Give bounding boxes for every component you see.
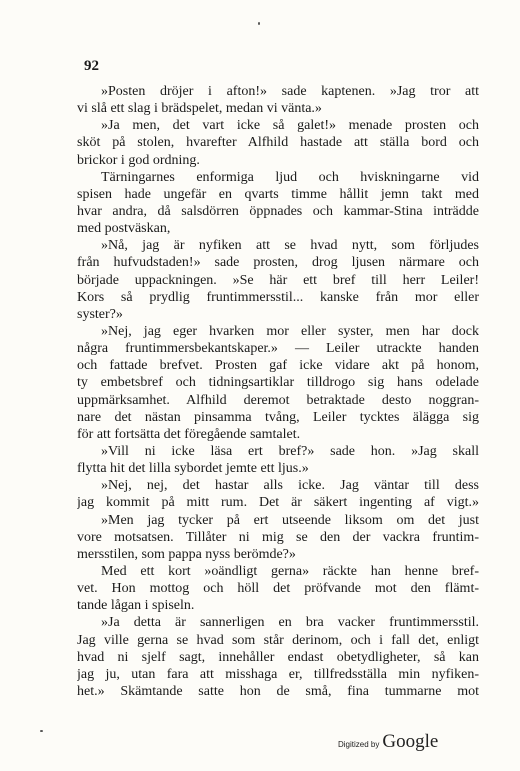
scan-speck: [40, 730, 43, 732]
text-line: »Nej, jag eger hvarken mor eller syster, men har dock: [101, 323, 479, 339]
text-line: uppmärksamhet. Alfhild deremot betraktade desto noggran-: [77, 392, 479, 408]
text-line: Jag ville gerna se hvad som står derinom, och i fall det, enligt: [77, 632, 479, 648]
text-line: Kors så prydlig fruntimmersstil... kanske från mor eller: [77, 289, 479, 305]
body-text: [77, 83, 479, 700]
text-line: hvar andra, då salsdörren öppnades och kammar-Stina inträdde: [77, 203, 479, 219]
text-line: jag kommit på mitt rum. Det är säkert ingenting af vigt.»: [77, 495, 479, 511]
text-line: het.» Skämtande satte hon de små, fina tummarne mot: [77, 683, 479, 699]
text-line: nare det nästan pinsamma tvång, Leiler tycktes älägga sig: [77, 409, 479, 425]
text-line: Med ett kort »oändligt gerna» räckte han henne bref-: [101, 563, 479, 579]
page-number: 92: [84, 58, 99, 74]
text-line: med postväskan,: [77, 221, 171, 237]
text-line: »Posten dröjer i afton!» sade kaptenen. »Jag tror att: [101, 84, 479, 99]
text-line: »Ja detta är sannerligen en bra vacker fruntimmersstil.: [101, 615, 479, 631]
text-line: »Vill ni icke läsa ert bref?» sade hon. »Jag skall: [101, 443, 479, 459]
text-line: flytta hit det lilla sybordet jemte ett ljus.»: [77, 461, 309, 477]
text-line: vi slå ett slag i brädspelet, medan vi vänta.»: [77, 101, 322, 117]
text-line: sköt på stolen, hvarefter Alfhild hastade att ställa bord och: [77, 135, 479, 151]
text-line: »Men jag tycker på ert utseende liksom om det just: [101, 512, 479, 528]
text-line: och fattade brefvet. Prosten gaf icke vidare akt på honom,: [77, 358, 479, 374]
text-line: ty embetsbref och tidningsartiklar tilldrogo sig hans odelade: [77, 375, 479, 391]
digitized-by-label: Digitized by: [338, 740, 380, 749]
text-line: »Ja men, det vart icke så galet!» menade prosten och: [101, 118, 479, 134]
text-line: några fruntimmersbekantskaper.» — Leiler utrackte handen: [77, 341, 479, 357]
text-line: vet. Hon mottog och höll det pröfvande mot den flämt-: [77, 581, 479, 597]
text-line: för att fortsätta det föregående samtalet.: [77, 426, 301, 442]
text-line: Tärningarnes enformiga ljud och hviskningarne vid: [101, 169, 479, 185]
text-line: jag ju, utan fara att misshaga er, tillfredsställa min nyfiken-: [77, 666, 479, 682]
scan-speck: [258, 22, 260, 25]
text-line: hvad ni sjelf sagt, innehåller endast obetydligheter, så kan: [77, 649, 479, 665]
text-line: »Nå, jag är nyfiken att se hvad nytt, som förljudes: [101, 238, 479, 254]
text-line: mersstilen, som pappa nyss berömde?»: [77, 546, 296, 562]
google-logo-text: Google: [382, 731, 439, 752]
text-line: vore motsatsen. Tillåter ni mig se den der vackra fruntim-: [77, 529, 479, 545]
text-line: började uppackningen. »Se här ett bref till herr Leiler!: [77, 272, 479, 288]
text-line: tande lågan i spiseln.: [77, 598, 195, 614]
digitized-by-google-mark: [338, 731, 438, 753]
text-line: brickor i god ordning.: [77, 152, 200, 168]
text-line: syster?»: [77, 306, 123, 322]
text-line: »Nej, nej, det hastar alls icke. Jag väntar till dess: [101, 478, 479, 494]
text-line: från hufvudstaden!» sade prosten, drog ljusen närmare och: [77, 255, 479, 271]
text-line: spisen hade ungefär en qvarts timme hållit jemn takt med: [77, 186, 479, 202]
